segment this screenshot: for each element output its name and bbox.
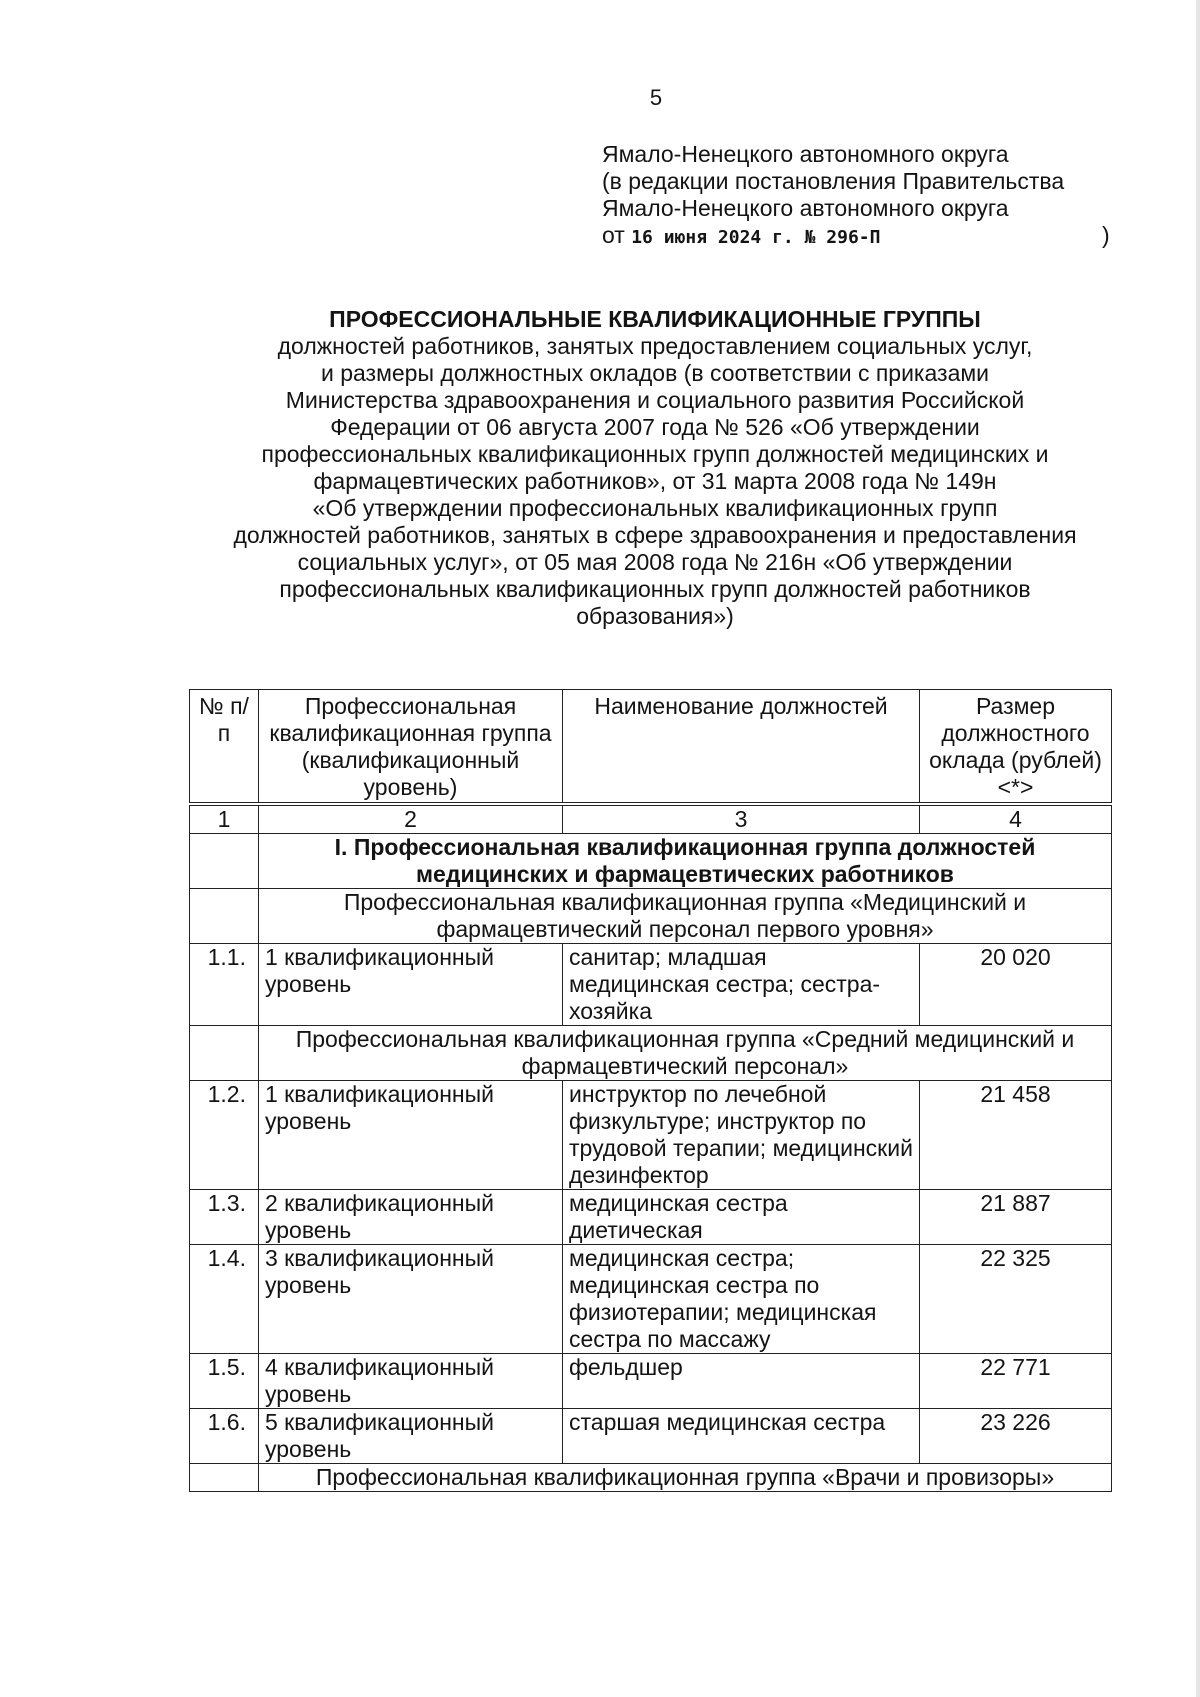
subtitle-line: должностей работников, занятых в сфере здравоохранения и предоставления	[233, 522, 1077, 548]
column-number-row	[190, 804, 1112, 834]
approval-line-2: (в редакции постановления Правительства	[602, 168, 1065, 194]
row-positions: санитар; младшая медицинская сестра; сестра-хозяйка	[563, 944, 920, 1026]
table-row	[190, 944, 1112, 1026]
row-positions: медицинская сестра диетическая	[563, 1190, 920, 1245]
row-level: 3 квалификационный уровень	[259, 1245, 563, 1354]
header-salary: Размер должностного оклада (рублей) <*>	[920, 690, 1112, 805]
column-number: 3	[563, 804, 920, 834]
document-subtitle	[180, 333, 1130, 630]
group-row	[190, 1026, 1112, 1081]
group-title: Профессиональная квалификационная группа «Средний медицинский и фармацевтический персонал»	[259, 1026, 1112, 1081]
empty-cell	[190, 1026, 259, 1081]
approval-date-prefix: от	[602, 222, 632, 248]
row-number: 1.5.	[190, 1354, 259, 1409]
approval-date: 16 июня 2024 г. № 296-П	[631, 227, 881, 248]
row-number: 1.3.	[190, 1190, 259, 1245]
group-row	[190, 1464, 1112, 1492]
table-row	[190, 1081, 1112, 1190]
empty-cell	[190, 889, 259, 944]
approval-closing-paren: )	[1102, 222, 1110, 248]
approval-block	[602, 141, 1110, 251]
page-edge-shadow	[1196, 0, 1200, 1697]
subtitle-line: профессиональных квалификационных групп должностей медицинских и	[261, 441, 1049, 467]
approval-date-line	[602, 222, 1064, 251]
row-positions: инструктор по лечебной физкультуре; инструктор по трудовой терапии; медицинский дезинфектор	[563, 1081, 920, 1190]
header-number: № п/п	[190, 690, 259, 805]
group-title: Профессиональная квалификационная группа «Медицинский и фармацевтический персонал первого уровня»	[259, 889, 1112, 944]
row-salary: 22 771	[920, 1354, 1112, 1409]
group-title: Профессиональная квалификационная группа «Врачи и провизоры»	[259, 1464, 1112, 1492]
table-row	[190, 1409, 1112, 1464]
subtitle-line: социальных услуг», от 05 мая 2008 года № 216н «Об утверждении	[297, 549, 1013, 575]
subtitle-line: должностей работников, занятых предоставлением социальных услуг,	[277, 333, 1033, 359]
section-row	[190, 834, 1112, 889]
empty-cell	[190, 834, 259, 889]
table-header-row	[190, 690, 1112, 805]
row-number: 1.6.	[190, 1409, 259, 1464]
header-group: Профессиональная квалификационная группа (квалификационный уровень)	[259, 690, 563, 805]
row-number: 1.1.	[190, 944, 259, 1026]
row-level: 5 квалификационный уровень	[259, 1409, 563, 1464]
group-row	[190, 889, 1112, 944]
page-number: 5	[649, 85, 663, 110]
subtitle-line: и размеры должностных окладов (в соответствии с приказами	[320, 360, 990, 386]
subtitle-line: Федерации от 06 августа 2007 года № 526 «Об утверждении	[330, 414, 980, 440]
salary-table	[189, 689, 1112, 1492]
row-level: 1 квалификационный уровень	[259, 944, 563, 1026]
row-level: 1 квалификационный уровень	[259, 1081, 563, 1190]
subtitle-line: фармацевтических работников», от 31 марта 2008 года № 149н	[313, 468, 997, 494]
row-positions: медицинская сестра; медицинская сестра по физиотерапии; медицинская сестра по массажу	[563, 1245, 920, 1354]
row-positions: старшая медицинская сестра	[563, 1409, 920, 1464]
header-positions: Наименование должностей	[563, 690, 920, 805]
row-level: 2 квалификационный уровень	[259, 1190, 563, 1245]
table-row	[190, 1354, 1112, 1409]
subtitle-line: «Об утверждении профессиональных квалификационных групп	[312, 495, 998, 521]
column-number: 2	[259, 804, 563, 834]
row-level: 4 квалификационный уровень	[259, 1354, 563, 1409]
row-number: 1.4.	[190, 1245, 259, 1354]
approval-line-1: Ямало-Ненецкого автономного округа	[602, 141, 1009, 167]
row-salary: 21 887	[920, 1190, 1112, 1245]
column-number: 1	[190, 804, 259, 834]
row-salary: 21 458	[920, 1081, 1112, 1190]
row-salary: 23 226	[920, 1409, 1112, 1464]
empty-cell	[190, 1464, 259, 1492]
table-row	[190, 1190, 1112, 1245]
section-title: I. Профессиональная квалификационная группа должностей медицинских и фармацевтических работников	[259, 834, 1112, 889]
row-number: 1.2.	[190, 1081, 259, 1190]
subtitle-line: Министерства здравоохранения и социального развития Российской	[285, 387, 1025, 413]
document-heading	[180, 305, 1130, 630]
row-salary: 22 325	[920, 1245, 1112, 1354]
document-title: ПРОФЕССИОНАЛЬНЫЕ КВАЛИФИКАЦИОННЫЕ ГРУППЫ	[329, 306, 981, 332]
row-salary: 20 020	[920, 944, 1112, 1026]
approval-line-3: Ямало-Ненецкого автономного округа	[602, 195, 1009, 221]
subtitle-line: образования»)	[576, 603, 734, 629]
column-number: 4	[920, 804, 1112, 834]
row-positions: фельдшер	[563, 1354, 920, 1409]
subtitle-line: профессиональных квалификационных групп должностей работников	[279, 576, 1031, 602]
table-row	[190, 1245, 1112, 1354]
